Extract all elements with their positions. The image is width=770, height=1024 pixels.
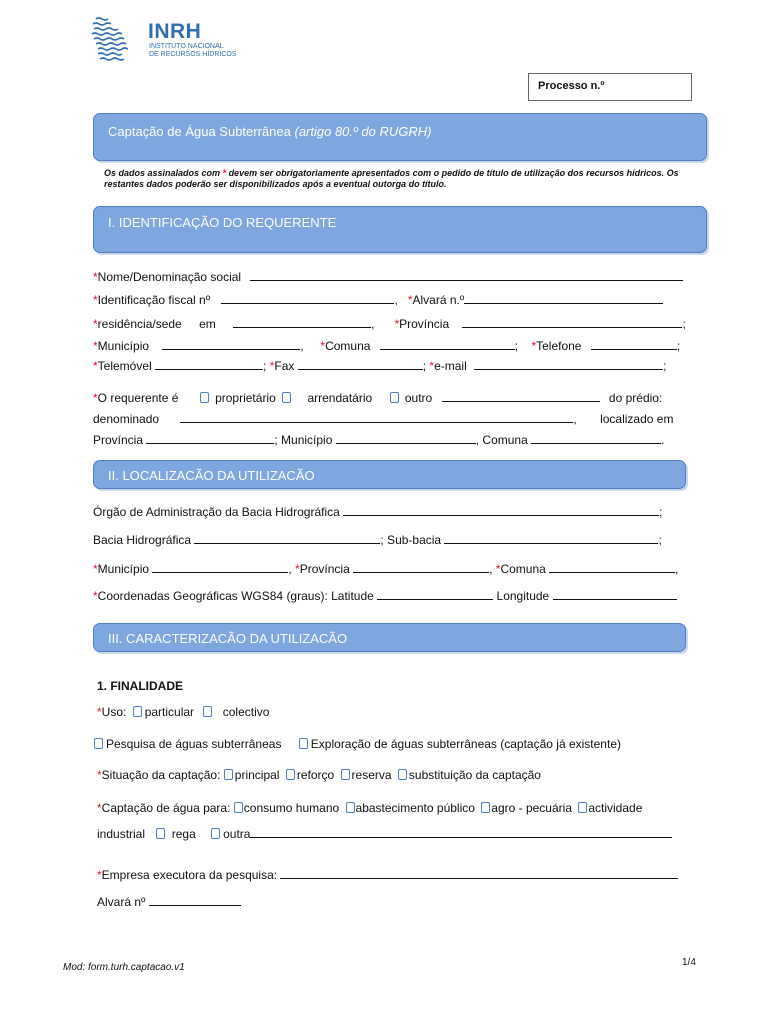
bacia-field[interactable]: [194, 532, 380, 544]
telefone-field[interactable]: [591, 338, 677, 350]
comuna-label: Comuna: [325, 339, 371, 353]
bacia-row: Bacia Hidrográfica ; Sub-bacia ;: [93, 533, 662, 547]
form-model-code: Mod: form.turh.captacao.v1: [63, 962, 185, 973]
fax-field[interactable]: [298, 358, 423, 370]
loc-provincia-field[interactable]: [353, 561, 489, 573]
captacao-para-row: *Captação de água para: consumo humano abastecimento público agro - pecuária actividade: [97, 801, 643, 815]
arrendatario-label: arrendatário: [307, 391, 373, 405]
predio-comuna-label: , Comuna: [475, 433, 528, 447]
alvara-label: Alvará n.º: [412, 293, 465, 307]
uso-label: Uso:: [101, 705, 127, 719]
pesquisa-row: [94, 737, 621, 752]
section-2-title: II. LOCALIZACÃO DA UTILIZACÃO: [108, 468, 315, 483]
loc-municipio-field[interactable]: [152, 561, 288, 573]
nome-label: Nome/Denominação social: [97, 270, 242, 284]
municipio-field[interactable]: [162, 338, 300, 350]
principal-checkbox[interactable]: [224, 769, 233, 780]
residencia-label: residência/sede: [97, 317, 182, 331]
form-title-bar: [93, 113, 707, 161]
coordenadas-label: Coordenadas Geográficas WGS84 (graus): Latitude: [97, 589, 374, 603]
loc-municipio-label: Município: [97, 562, 150, 576]
exploracao-checkbox[interactable]: [299, 738, 308, 749]
outra-checkbox[interactable]: [211, 828, 220, 839]
pesquisa-label: Pesquisa de águas subterrâneas: [106, 737, 282, 751]
rega-label: rega: [171, 827, 196, 841]
residencia-row: *residência/sede em , *Província ;: [93, 317, 686, 331]
telemovel-row: *Telemóvel ; *Fax ; *e-mail ;: [93, 359, 667, 373]
captacao-para-label: Captação de água para:: [101, 801, 231, 815]
uso-row: *Uso: particular colectivo: [97, 705, 270, 719]
consumo-checkbox[interactable]: [234, 802, 243, 813]
outra-field[interactable]: [250, 826, 672, 838]
section-3-header: [93, 623, 686, 652]
latitude-field[interactable]: [377, 588, 493, 600]
reserva-label: reserva: [351, 768, 392, 782]
substituicao-checkbox[interactable]: [398, 769, 407, 780]
requerente-label: O requerente é: [97, 391, 179, 405]
requerente-row: *O requerente é proprietário arrendatário outro do prédio:: [93, 391, 663, 405]
actividade-checkbox[interactable]: [578, 802, 587, 813]
municipio-row: *Município , *Comuna ; *Telefone ;: [93, 339, 681, 353]
localizado-em-label: localizado em: [600, 412, 674, 426]
rega-checkbox[interactable]: [156, 828, 165, 839]
residencia-field[interactable]: [233, 316, 371, 328]
outra-label: outra: [223, 827, 251, 841]
substituicao-label: substituição da captação: [408, 768, 541, 782]
orgao-field[interactable]: [343, 504, 659, 516]
process-label: Processo n.º: [538, 80, 605, 92]
municipio-label: Município: [97, 339, 150, 353]
email-label: e-mail: [434, 359, 467, 373]
colectivo-label: colectivo: [222, 705, 270, 719]
agro-label: agro - pecuária: [491, 801, 572, 815]
pesquisa-checkbox[interactable]: [94, 738, 103, 749]
consumo-label: consumo humano: [243, 801, 340, 815]
section-1-header: [93, 206, 707, 253]
subbacia-label: ; Sub-bacia: [380, 533, 442, 547]
principal-label: principal: [234, 768, 280, 782]
abastecimento-label: abastecimento público: [355, 801, 475, 815]
predio-provincia-field[interactable]: [146, 432, 274, 444]
coordenadas-row: *Coordenadas Geográficas WGS84 (graus): Latitude Longitude: [93, 588, 677, 604]
abastecimento-checkbox[interactable]: [346, 802, 355, 813]
reforco-label: reforço: [296, 768, 335, 782]
predio-provincia-label: Província: [93, 433, 144, 447]
form-subtitle: (artigo 80.º do RUGRH): [294, 124, 432, 139]
loc-comuna-field[interactable]: [549, 561, 675, 573]
form-title: Captação de Água Subterrânea: [108, 124, 291, 139]
particular-checkbox[interactable]: [133, 706, 142, 717]
logo-subtitle: [149, 43, 237, 59]
loc-provincia-label: Província: [299, 562, 350, 576]
empresa-field[interactable]: [280, 867, 678, 879]
reserva-checkbox[interactable]: [341, 769, 350, 780]
telemovel-label: Telemóvel: [97, 359, 152, 373]
localizacao-row: *Município , *Província , *Comuna ,: [93, 562, 679, 576]
denominado-row: denominado , localizado em: [93, 412, 674, 426]
actividade-label: actividade: [588, 801, 643, 815]
agro-checkbox[interactable]: [481, 802, 490, 813]
orgao-label: Órgão de Administração da Bacia Hidrográfica: [93, 505, 340, 519]
section-2-header: [93, 460, 686, 489]
predio-municipio-label: ; Município: [274, 433, 333, 447]
predio-municipio-field[interactable]: [336, 432, 476, 444]
empresa-alvara-field[interactable]: [149, 894, 241, 906]
longitude-label: Longitude: [496, 589, 550, 603]
ident-fiscal-row: *Identificação fiscal nº , *Alvará n.º: [93, 292, 663, 308]
colectivo-checkbox[interactable]: [203, 706, 212, 717]
alvara-field[interactable]: [464, 292, 663, 304]
ident-fiscal-field[interactable]: [221, 292, 394, 304]
localizacao-predio-row: Província ; Município , Comuna .: [93, 433, 665, 447]
nome-field[interactable]: [250, 269, 683, 281]
longitude-field[interactable]: [553, 588, 677, 600]
industrial-label: industrial: [97, 827, 146, 841]
situacao-row: *Situação da captação: principal reforço reserva substituição da captação: [97, 768, 541, 782]
do-predio-label: do prédio:: [608, 391, 663, 405]
predio-comuna-field[interactable]: [531, 432, 661, 444]
telemovel-field[interactable]: [155, 358, 263, 370]
ident-fiscal-label: Identificação fiscal nº: [97, 293, 211, 307]
outro-label: outro: [404, 391, 433, 405]
fax-label: Fax: [274, 359, 295, 373]
empresa-row: *Empresa executora da pesquisa:: [97, 867, 678, 883]
situacao-label: Situação da captação:: [101, 768, 221, 782]
section-1-title: I. IDENTIFICAÇÃO DO REQUERENTE: [108, 215, 337, 230]
logo-subtitle-line1: INSTITUTO NACIONAL: [149, 43, 224, 50]
em-label: em: [199, 317, 216, 331]
notice-part1: Os dados assinalados com: [104, 168, 223, 178]
telefone-label: Telefone: [536, 339, 582, 353]
proprietario-label: proprietário: [215, 391, 276, 405]
email-field[interactable]: [474, 358, 663, 370]
outro-field[interactable]: [442, 390, 600, 402]
empresa-alvara-label: Alvará nº: [97, 895, 146, 909]
empresa-label: Empresa executora da pesquisa:: [101, 868, 278, 882]
denominado-field[interactable]: [180, 411, 573, 423]
particular-label: particular: [144, 705, 195, 719]
industrial-row: [97, 826, 672, 842]
notice-part2: devem ser obrigatoriamente apresentados com o pedido de título de utilização dos recursos hídricos. Os restantes dados poderão ser disponibilizados após a eventual outorga do título.: [104, 168, 679, 189]
outro-checkbox[interactable]: [390, 392, 399, 403]
bacia-label: Bacia Hidrográfica: [93, 533, 192, 547]
arrendatario-checkbox[interactable]: [282, 392, 291, 403]
exploracao-label: Exploração de águas subterrâneas (captação já existente): [310, 737, 621, 751]
empresa-alvara-row: [97, 894, 241, 910]
notice-asterisk: *: [222, 168, 227, 178]
nome-row: *Nome/Denominação social: [93, 269, 683, 285]
orgao-row: Órgão de Administração da Bacia Hidrográfica ;: [93, 505, 663, 519]
loc-comuna-label: Comuna: [500, 562, 546, 576]
comuna-field[interactable]: [380, 338, 515, 350]
proprietario-checkbox[interactable]: [200, 392, 209, 403]
logo-title: INRH: [148, 20, 202, 43]
provincia-label: Província: [399, 317, 450, 331]
provincia-field[interactable]: [462, 316, 682, 328]
mandatory-notice: [104, 168, 704, 190]
denominado-label: denominado: [93, 412, 160, 426]
page-number: 1/4: [682, 957, 696, 968]
finalidade-heading: 1. FINALIDADE: [97, 679, 184, 693]
reforco-checkbox[interactable]: [286, 769, 295, 780]
subbacia-field[interactable]: [444, 532, 658, 544]
inrh-logo-icon: [90, 16, 136, 64]
logo-subtitle-line2: DE RECURSOS HÍDRICOS: [149, 51, 237, 58]
section-3-title: III. CARACTERIZACÃO DA UTILIZACÃO: [108, 631, 348, 646]
